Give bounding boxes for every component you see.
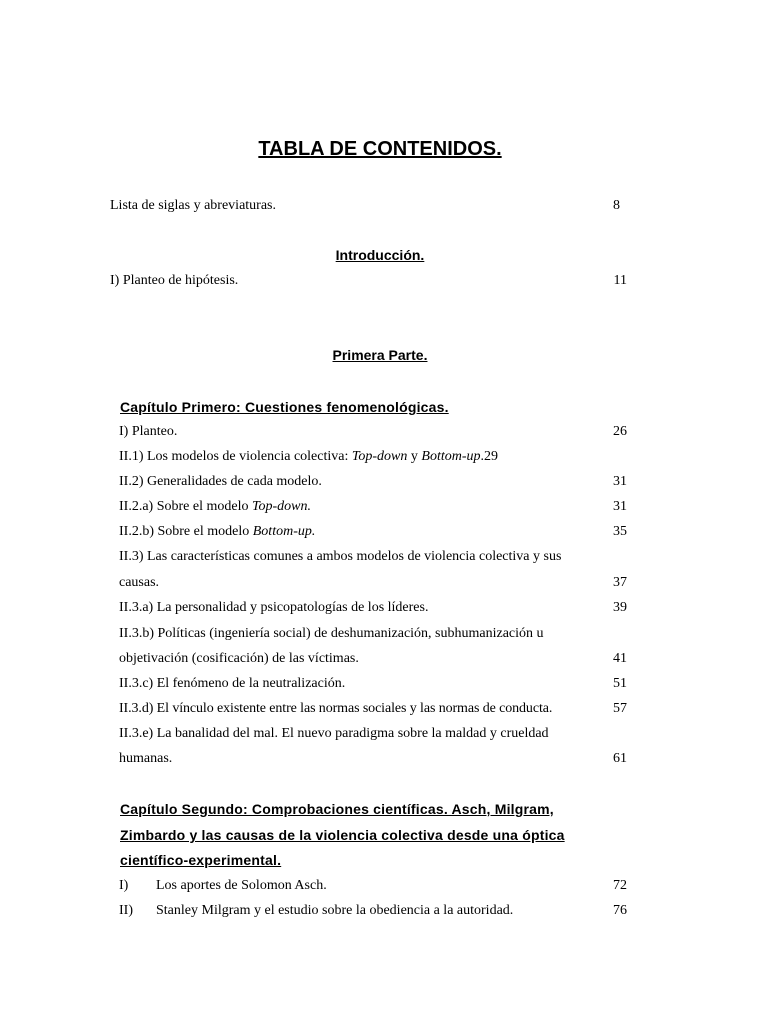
toc-entry-topdown-prefix: II.2.a) Sobre el modelo (119, 499, 252, 514)
toc-page-neutralizacion: 51 (613, 676, 627, 691)
chapter-heading-primero: Capítulo Primero: Cuestiones fenomenológicas. (120, 399, 449, 415)
toc-entry-neutralizacion: II.3.c) El fenómeno de la neutralización. (119, 676, 346, 691)
toc-entry-vinculo: II.3.d) El vínculo existente entre las normas sociales y las normas de conducta. (119, 701, 553, 716)
toc-entry-banalidad-line1: II.3.e) La banalidad del mal. El nuevo paradigma sobre la maldad y crueldad (119, 726, 549, 741)
page-title: TABLA DE CONTENIDOS. (258, 138, 502, 160)
toc-page-modelos: 29 (484, 449, 498, 464)
toc-page-bottomup: 35 (613, 524, 627, 539)
toc-entry-modelos-topdown: Top-down (351, 449, 408, 464)
toc-page-vinculo: 57 (613, 701, 627, 716)
toc-page-politicas: 41 (613, 651, 627, 666)
toc-page-planteo: 26 (613, 424, 627, 439)
toc-entry-modelos (119, 449, 498, 465)
toc-entry-caracteristicas-line1: II.3) Las características comunes a ambos modelos de violencia colectiva y sus (119, 549, 562, 564)
toc-page-siglas: 8 (613, 198, 620, 213)
toc-page-topdown: 31 (613, 499, 627, 514)
toc-entry-milgram-number: II) (119, 903, 133, 918)
toc-entry-hipotesis: I) Planteo de hipótesis. (110, 273, 239, 288)
toc-entry-topdown (119, 499, 311, 515)
chapter-heading-segundo-line1: Capítulo Segundo: Comprobaciones científicas. Asch, Milgram, (120, 801, 554, 817)
toc-entry-caracteristicas-line2: causas. (119, 575, 160, 590)
toc-entry-siglas: Lista de siglas y abreviaturas. (110, 198, 277, 213)
toc-entry-topdown-em: Top-down. (251, 499, 311, 514)
toc-page-caracteristicas: 37 (613, 575, 627, 590)
chapter-heading-segundo-line3: científico-experimental. (120, 852, 282, 868)
toc-page-banalidad: 61 (613, 751, 627, 766)
toc-entry-modelos-mid: y (407, 449, 422, 464)
toc-entry-milgram: Stanley Milgram y el estudio sobre la obediencia a la autoridad. (156, 903, 514, 918)
toc-entry-personalidad: II.3.a) La personalidad y psicopatologías de los líderes. (119, 600, 429, 615)
toc-entry-modelos-suffix: . (480, 449, 484, 464)
toc-entry-asch-number: I) (119, 878, 129, 893)
toc-entry-generalidades: II.2) Generalidades de cada modelo. (119, 474, 322, 489)
toc-page-asch: 72 (613, 878, 627, 893)
section-heading-primera-parte: Primera Parte. (332, 347, 428, 363)
toc-page-hipotesis: 11 (613, 273, 627, 288)
toc-entry-planteo: I) Planteo. (119, 424, 178, 439)
chapter-heading-segundo-line2: Zimbardo y las causas de la violencia colectiva desde una óptica (120, 827, 565, 843)
section-heading-introduccion: Introducción. (335, 247, 425, 263)
toc-entry-politicas-line1: II.3.b) Políticas (ingeniería social) de deshumanización, subhumanización u (119, 626, 544, 641)
toc-entry-modelos-bottomup: Bottom-up (421, 449, 481, 464)
toc-entry-banalidad-line2: humanas. (119, 751, 173, 766)
toc-entry-bottomup-prefix: II.2.b) Sobre el modelo (119, 524, 253, 539)
toc-page-generalidades: 31 (613, 474, 627, 489)
toc-page-personalidad: 39 (613, 600, 627, 615)
toc-page-milgram: 76 (613, 903, 627, 918)
toc-entry-bottomup (119, 524, 315, 540)
toc-entry-bottomup-em: Bottom-up. (252, 524, 316, 539)
toc-entry-asch: Los aportes de Solomon Asch. (156, 878, 327, 893)
toc-entry-politicas-line2: objetivación (cosificación) de las víctimas. (119, 651, 359, 666)
toc-entry-modelos-prefix: II.1) Los modelos de violencia colectiva: (119, 449, 352, 464)
